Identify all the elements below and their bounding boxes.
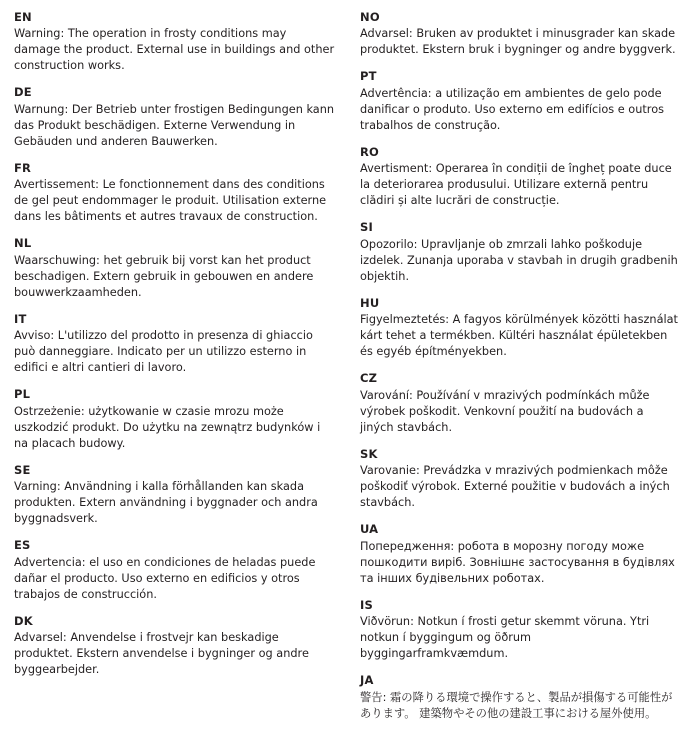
- language-code: UA: [360, 522, 379, 537]
- warning-text: Varovanie: Prevádzka v mrazivých podmienkach môže poškodiť výrobok. Externé použitie v budovách a iných stavbách.: [360, 464, 670, 510]
- language-code: DE: [14, 85, 32, 100]
- language-entry-pt: [360, 69, 690, 133]
- warning-text: Waarschuwing: het gebruik bij vorst kan het product beschadigen. Extern gebruik in gebouwen en andere bouwwerkzaamheden.: [14, 253, 314, 299]
- language-code: RO: [360, 144, 380, 159]
- language-entry-ja: [360, 673, 690, 721]
- language-code: JA: [360, 673, 374, 688]
- language-code: DK: [14, 613, 33, 628]
- language-entry-dk: [14, 614, 344, 678]
- language-entry-it: [14, 312, 344, 376]
- left-column: [14, 10, 344, 689]
- language-columns: [14, 10, 686, 720]
- warning-text: Avviso: L'utilizzo del prodotto in presenza di ghiaccio può danneggiare. Indicato per un utilizzo esterno in edifici e altri cantieri di lavoro.: [14, 329, 313, 375]
- language-entry-sk: [360, 447, 690, 511]
- language-code: FR: [14, 160, 32, 175]
- warning-text: Figyelmeztetés: A fagyos körülmények közötti használat kárt tehet a termékben. Kültéri használat épületekben és egyéb építményekben.: [360, 313, 678, 359]
- language-code: IS: [360, 597, 373, 612]
- language-entry-si: [360, 220, 690, 284]
- language-entry-hu: [360, 296, 690, 360]
- warning-text: Avertissement: Le fonctionnement dans des conditions de gel peut endommager le produit. Utilisation externe dans les bâtiments et autres travaux de construction.: [14, 178, 327, 224]
- warning-text: Попередження: робота в морозну погоду може пошкодити виріб. Зовнішнє застосування в будівлях та інших будівельних роботах.: [360, 539, 675, 585]
- language-code: NL: [14, 236, 32, 251]
- language-code: SE: [14, 462, 31, 477]
- warning-text: Opozorilo: Upravljanje ob zmrzali lahko poškoduje izdelek. Zunanja uporaba v stavbah in drugih gradbenih objektih.: [360, 237, 678, 283]
- warning-text: Varning: Användning i kalla förhållanden kan skada produkten. Extern användning i byggnader och andra byggnadsverk.: [14, 480, 318, 526]
- warning-text: Avertisment: Operarea în condiții de îngheț poate duce la deteriorarea produsului. Utilizare externă pentru clădiri și alte lucrări de construcție.: [360, 162, 672, 208]
- language-entry-fr: [14, 161, 344, 225]
- language-entry-ro: [360, 145, 690, 209]
- language-code: EN: [14, 10, 32, 24]
- warning-text: Warnung: Der Betrieb unter frostigen Bedingungen kann das Produkt beschädigen. Externe Verwendung in Gebäuden und anderen Bauwerken.: [14, 102, 335, 148]
- language-entry-es: [14, 538, 344, 602]
- language-code: PT: [360, 69, 377, 84]
- language-code: SI: [360, 220, 373, 235]
- warning-text: Advarsel: Bruken av produktet i minusgrader kan skade produktet. Ekstern bruk i bygninger og andre byggverk.: [360, 27, 676, 57]
- language-entry-is: [360, 598, 690, 662]
- language-entry-en: [14, 10, 344, 74]
- language-entry-nl: [14, 236, 344, 300]
- language-entry-cz: [360, 371, 690, 435]
- warning-text: Viðvörun: Notkun í frosti getur skemmt vöruna. Ytri notkun í byggingum og öðrum byggingarframkvæmdum.: [360, 615, 650, 661]
- right-column: [360, 10, 690, 733]
- warning-text: Varování: Používání v mrazivých podmínkách může výrobek poškodit. Venkovní použití na budovách a jiných stavbách.: [360, 388, 650, 434]
- language-code: NO: [360, 10, 380, 24]
- warning-text: 警告: 霜の降りる環境で操作すると、製品が損傷する可能性があります。 建築物やその他の建設工事における屋外使用。: [360, 690, 673, 720]
- warning-text: Advertencia: el uso en condiciones de heladas puede dañar el producto. Uso externo en edificios y otros trabajos de construcción.: [14, 555, 316, 601]
- warning-text: Warning: The operation in frosty conditions may damage the product. External use in buildings and other construction works.: [14, 27, 335, 73]
- language-code: IT: [14, 311, 27, 326]
- language-code: CZ: [360, 371, 378, 386]
- language-code: ES: [14, 538, 31, 553]
- language-entry-no: [360, 10, 690, 58]
- language-entry-ua: [360, 522, 690, 586]
- language-code: SK: [360, 446, 378, 461]
- warning-text: Advertência: a utilização em ambientes de gelo pode danificar o produto. Uso externo em edifícios e outros trabalhos de construção.: [360, 86, 664, 132]
- language-code: HU: [360, 295, 380, 310]
- warning-text: Advarsel: Anvendelse i frostvejr kan beskadige produktet. Ekstern anvendelse i bygninger og andre byggearbejder.: [14, 631, 309, 677]
- language-code: PL: [14, 387, 31, 402]
- warning-text: Ostrzeżenie: użytkowanie w czasie mrozu może uszkodzić produkt. Do użytku na zewnątrz budynków i na placach budowy.: [14, 404, 321, 450]
- language-entry-de: [14, 85, 344, 149]
- language-entry-se: [14, 463, 344, 527]
- language-entry-pl: [14, 387, 344, 451]
